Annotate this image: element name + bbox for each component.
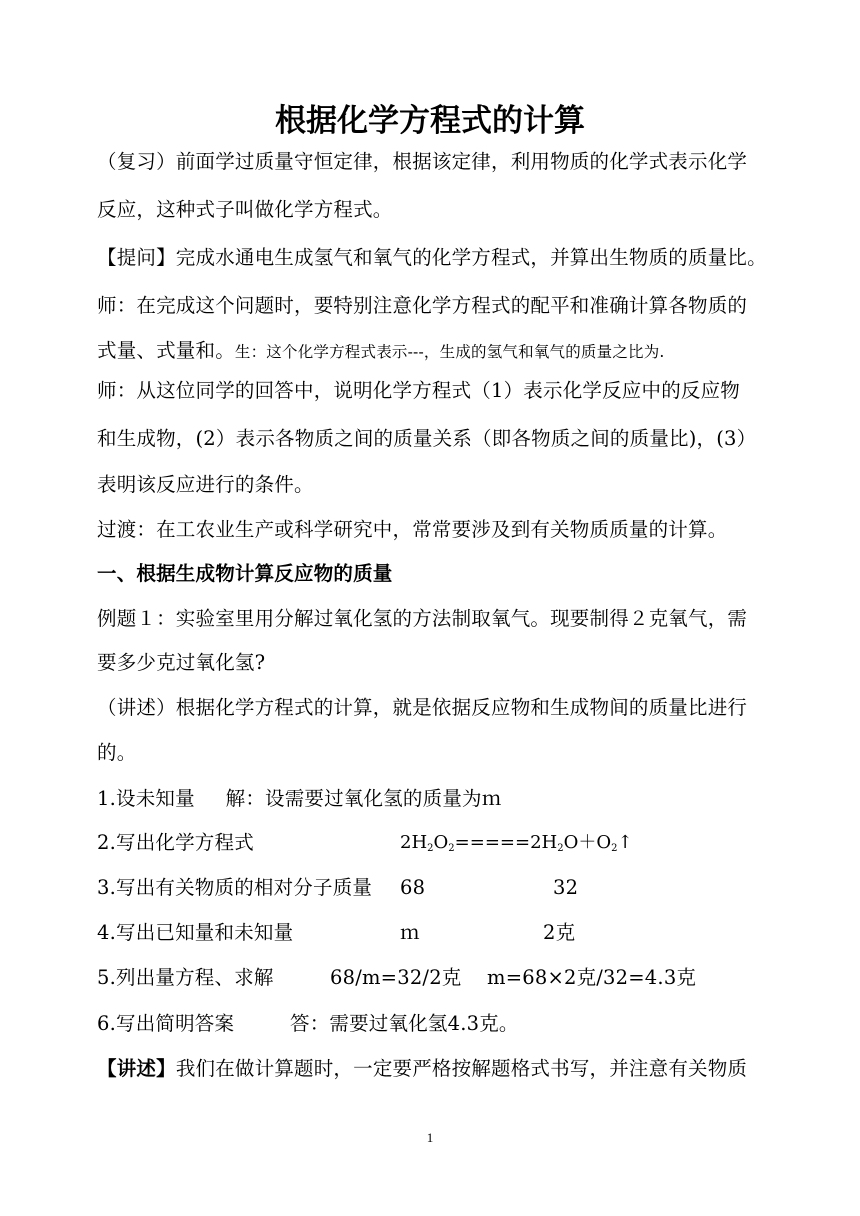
step-3-label: 3.写出有关物质的相对分子质量 xyxy=(97,876,373,899)
step-1-row xyxy=(97,787,501,811)
step-1-value: 解：设需要过氧化氢的质量为ｍ xyxy=(225,787,502,810)
closing-paragraph-tag: 【讲述】 xyxy=(97,1057,176,1080)
explanation-line-1: （讲述）根据化学方程式的计算，就是依据反应物和生成物间的质量比进行 xyxy=(97,696,748,719)
teacher-summary-line-2: 和生成物，(2）表示各物质之间的质量关系（即各物质之间的质量比)，(3） xyxy=(97,427,757,450)
transition-paragraph: 过渡：在工农业生产或科学研究中，常常要涉及到有关物质质量的计算。 xyxy=(97,518,728,541)
step-4-value-known: 2克 xyxy=(543,921,576,944)
step-5-label: 5.列出量方程、求解 xyxy=(97,966,274,989)
teacher-paragraph-line-2 xyxy=(97,339,665,364)
step-3-value-product: 32 xyxy=(553,876,579,899)
step-4-label: 4.写出已知量和未知量 xyxy=(97,921,294,944)
chemical-equation: $2H_2O_2=====2H_2O+O_2↑$ xyxy=(400,832,633,854)
closing-paragraph-text: 我们在做计算题时，一定要严格按解题格式书写，并注意有关物质 xyxy=(175,1057,748,1080)
review-paragraph-line-1: （复习）前面学过质量守恒定律，根据该定律，利用物质的化学式表示化学 xyxy=(97,150,748,173)
page-title: 根据化学方程式的计算 xyxy=(275,103,585,139)
teacher-summary-line-1: 师：从这位同学的回答中，说明化学方程式（1）表示化学反应中的反应物 xyxy=(97,379,741,402)
step-1-label: 1.设未知量 xyxy=(97,787,195,810)
example-line-2: 要多少克过氧化氢? xyxy=(97,651,266,674)
step-5-proportion: 68/m=32/2克 xyxy=(330,966,462,989)
review-paragraph-line-2: 反应，这种式子叫做化学方程式。 xyxy=(97,198,393,221)
step-5-solution: m=68×2克/32=4.3克 xyxy=(487,966,697,989)
explanation-line-2: 的。 xyxy=(97,741,137,764)
example-line-1: 例题１：实验室里用分解过氧化氢的方法制取氧气。现要制得２克氧气，需 xyxy=(97,607,748,630)
teacher-paragraph-line-2-main: 式量、式量和。 xyxy=(97,339,235,362)
section-heading: 一、根据生成物计算反应物的质量 xyxy=(97,562,393,585)
gas-arrow-icon: ↑ xyxy=(617,832,633,853)
step-6-label: 6.写出简明答案 xyxy=(97,1012,235,1035)
step-2-label: 2.写出化学方程式 xyxy=(97,831,254,854)
step-3-value-reactant: 68 xyxy=(400,876,426,899)
closing-paragraph xyxy=(97,1057,747,1081)
teacher-summary-line-3: 表明该反应进行的条件。 xyxy=(97,473,314,496)
question-paragraph: 【提问】完成水通电生成氢气和氧气的化学方程式，并算出生物质的质量比。 xyxy=(97,246,767,269)
student-answer-text: 生：这个化学方程式表示---，生成的氢气和氧气的质量之比为. xyxy=(234,343,665,361)
step-4-value-unknown: ｍ xyxy=(400,921,420,944)
page-number: 1 xyxy=(426,1130,434,1145)
teacher-paragraph-line-1: 师：在完成这个问题时，要特别注意化学方程式的配平和准确计算各物质的 xyxy=(97,294,748,317)
step-6-answer: 答：需要过氧化氢4.3克。 xyxy=(290,1012,519,1035)
